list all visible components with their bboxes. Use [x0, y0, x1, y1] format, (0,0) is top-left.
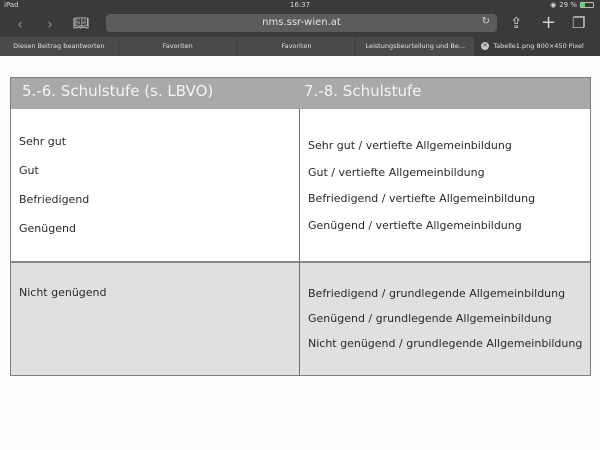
grade-right: Nicht genügend / grundlegende Allgemeinbildung: [308, 337, 583, 350]
status-right: [550, 1, 594, 9]
book-icon[interactable]: 📖︎: [73, 16, 90, 31]
tab-favorites-2[interactable]: [238, 37, 357, 56]
tab-label: Diesen Beitrag beantworten: [13, 42, 105, 50]
tab-label: Tabelle1.png 800×450 Pixel: [493, 42, 584, 50]
grade-left: Befriedigend: [19, 193, 90, 206]
tab-reply[interactable]: [0, 37, 119, 56]
tab-bar: [0, 37, 600, 56]
grade-table: [10, 77, 591, 376]
grade-right: Gut / vertiefte Allgemeinbildung: [308, 166, 485, 179]
grade-left: Genügend: [19, 222, 76, 235]
grade-right: Befriedigend / grundlegende Allgemeinbildung: [308, 287, 566, 300]
section-failing: [11, 263, 590, 375]
battery-percent: 29 %: [559, 1, 577, 9]
reload-icon[interactable]: ↻: [481, 16, 490, 27]
chevron-left-icon[interactable]: ‹: [17, 15, 23, 33]
grade-right: Sehr gut / vertiefte Allgemeinbildung: [308, 139, 512, 152]
tab-favorites-1[interactable]: [119, 37, 238, 56]
address-bar[interactable]: [106, 14, 497, 32]
share-icon[interactable]: ⇪: [510, 14, 523, 32]
url-text: nms.ssr-wien.at: [262, 17, 341, 28]
column-divider: [299, 109, 300, 375]
clock: 16:37: [289, 1, 311, 9]
tab-label: Favoriten: [281, 42, 312, 50]
header-56: 5.-6. Schulstufe (s. LBVO): [22, 82, 214, 100]
tab-leistungsbeurteilung[interactable]: [356, 37, 475, 56]
grade-left: Gut: [19, 164, 39, 177]
tabs-icon[interactable]: ❐: [572, 14, 586, 32]
browser-toolbar: [0, 11, 600, 37]
header-78: 7.-8. Schulstufe: [304, 82, 422, 100]
tab-tabelle1[interactable]: [475, 37, 600, 56]
grade-left: Sehr gut: [19, 135, 67, 148]
grade-right: Genügend / grundlegende Allgemeinbildung: [308, 312, 552, 325]
grade-left: Nicht genügend: [19, 286, 107, 299]
chevron-right-icon[interactable]: ›: [47, 15, 53, 33]
section-passing: [11, 109, 590, 263]
orientation-lock-icon: ◉: [550, 1, 557, 9]
tab-label: Leistungsbeurteilung und Be...: [365, 42, 466, 50]
table-header: [11, 78, 590, 109]
device-label: iPad: [4, 1, 19, 9]
plus-icon[interactable]: +: [541, 12, 557, 33]
tab-label: Favoriten: [162, 42, 193, 50]
battery-icon: [580, 2, 594, 8]
close-tab-icon[interactable]: ✕: [482, 42, 488, 49]
grade-right: Befriedigend / vertiefte Allgemeinbildung: [308, 192, 536, 205]
grade-right: Genügend / vertiefte Allgemeinbildung: [308, 219, 522, 232]
status-bar: [0, 0, 600, 11]
